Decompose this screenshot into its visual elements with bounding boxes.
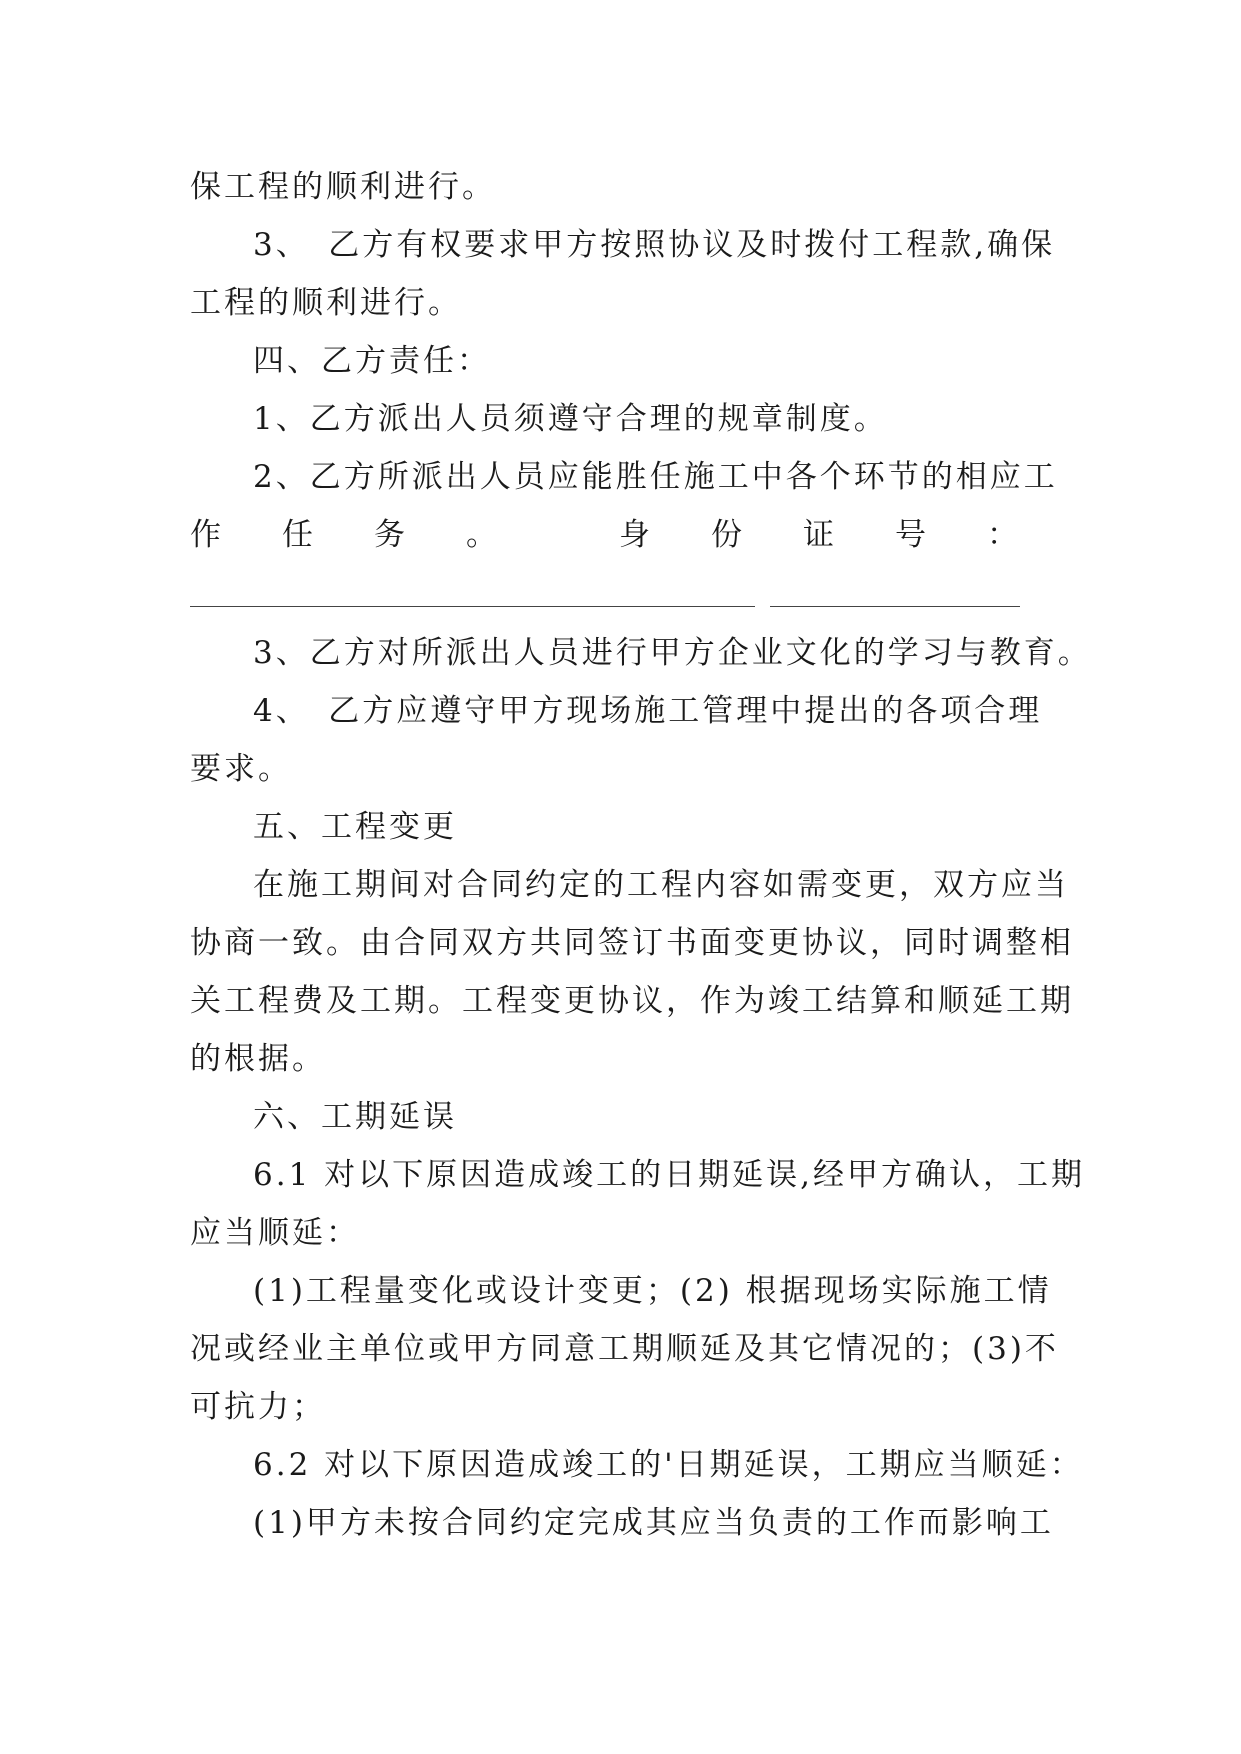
paragraph-line: 协商一致。由合同双方共同签订书面变更协议，同时调整相 bbox=[190, 925, 1074, 961]
paragraph-line: 可抗力； bbox=[190, 1389, 326, 1425]
paragraph-line: 在施工期间对合同约定的工程内容如需变更，双方应当 bbox=[253, 867, 1069, 903]
paragraph-line: 3、乙方对所派出人员进行甲方企业文化的学习与教育。 bbox=[253, 635, 1092, 671]
fill-in-underline bbox=[190, 606, 755, 607]
spread-char: 任 bbox=[282, 517, 313, 553]
spread-char: 作 bbox=[190, 517, 221, 553]
paragraph-line: (1)工程量变化或设计变更；(2) 根据现场实际施工情 bbox=[253, 1273, 1052, 1309]
paragraph-line: 要求。 bbox=[190, 751, 292, 787]
spread-char: 。 bbox=[466, 517, 497, 553]
paragraph-line: 况或经业主单位或甲方同意工期顺延及其它情况的；(3)不 bbox=[190, 1331, 1059, 1367]
section-heading: 四、乙方责任： bbox=[253, 343, 491, 379]
id-number-line bbox=[190, 515, 1018, 555]
paragraph-line: 保工程的顺利进行。 bbox=[190, 169, 496, 205]
fill-in-underline bbox=[770, 606, 1020, 607]
spread-char: 份 bbox=[711, 517, 742, 553]
paragraph-line: 2、乙方所派出人员应能胜任施工中各个环节的相应工 bbox=[253, 459, 1058, 495]
spread-char: ： bbox=[987, 517, 1018, 553]
paragraph-line: 6.1 对以下原因造成竣工的日期延误,经甲方确认，工期 bbox=[253, 1157, 1086, 1193]
paragraph-line: 3、 乙方有权要求甲方按照协议及时拨付工程款,确保 bbox=[253, 227, 1056, 263]
paragraph-line: 6.2 对以下原因造成竣工的'日期延误，工期应当顺延： bbox=[253, 1447, 1084, 1483]
paragraph-line: 1、乙方派出人员须遵守合理的规章制度。 bbox=[253, 401, 888, 437]
paragraph-line: 工程的顺利进行。 bbox=[190, 285, 462, 321]
section-heading: 六、工期延误 bbox=[253, 1099, 457, 1135]
spread-char: 务 bbox=[374, 517, 405, 553]
spread-char: 证 bbox=[803, 517, 834, 553]
section-heading: 五、工程变更 bbox=[253, 809, 457, 845]
paragraph-line: 关工程费及工期。工程变更协议，作为竣工结算和顺延工期 bbox=[190, 983, 1074, 1019]
spread-char: 号 bbox=[895, 517, 926, 553]
spread-char: 身 bbox=[619, 517, 650, 553]
paragraph-line: 4、 乙方应遵守甲方现场施工管理中提出的各项合理 bbox=[253, 693, 1043, 729]
paragraph-line: (1)甲方未按合同约定完成其应当负责的工作而影响工 bbox=[253, 1505, 1054, 1541]
paragraph-line: 的根据。 bbox=[190, 1041, 326, 1077]
paragraph-line: 应当顺延： bbox=[190, 1215, 360, 1251]
